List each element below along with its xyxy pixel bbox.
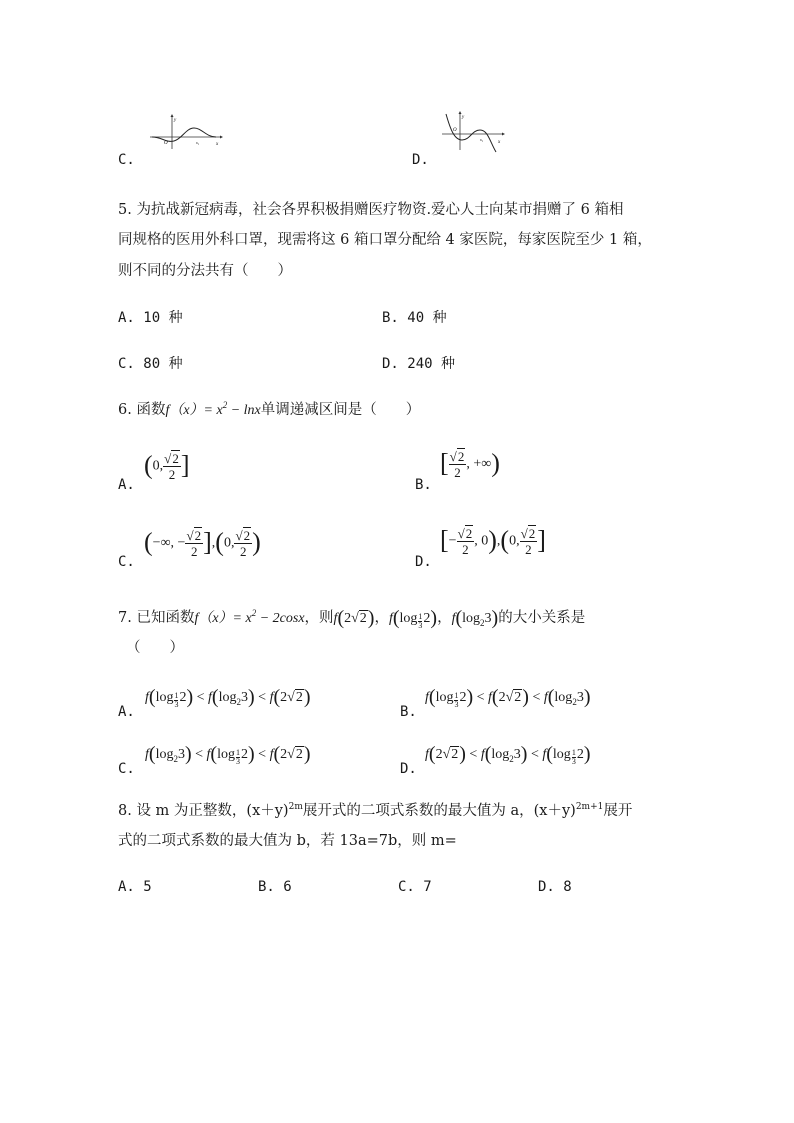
- q7-stem: 7. 已知函数$f(x)= x^2 - 2\cos x$，则f(2√2)，f(log $\frac{1}{3}$ 2)，$f(\log_23)$的大小关系是: [118, 607, 586, 630]
- q6-option-b-math: [ $\frac{√2}{2}$ , +∞): [440, 448, 500, 480]
- q7-term-f-log2-3: $f(\log_23)$: [451, 607, 499, 629]
- q4-option-c-graph: [148, 113, 224, 151]
- q8-stem-line1: 8. 设 m 为正整数，$(x+y)^{2m}$展开式的二项式系数的最大值为 a，$(x+y)^{2m+1}$展开: [118, 802, 633, 819]
- q4-option-d-graph: [440, 110, 506, 154]
- q6-suffix: 单调递减区间是（ ）: [260, 402, 421, 418]
- q5-option-b: B. 40 种: [382, 310, 447, 326]
- q6-option-c-math: (−∞, − $\frac{√2}{2}$ ],(0, $\frac{√2}{2}$ ): [144, 527, 261, 559]
- q8-stem-line2: 式的二项式系数的最大值为 b，若 13a=7b，则 m=: [118, 833, 457, 849]
- q7-answer-paren: （ ）: [126, 640, 184, 656]
- q7-function: $f(x)= x^2 - 2\cos x$: [194, 608, 305, 626]
- q6-option-d-math: [− $\frac{√2}{2}$ , 0),(0, $\frac{√2}{2}$ ]: [440, 525, 546, 557]
- q8-option-c: C. 7: [398, 879, 432, 895]
- q5-option-a: A. 10 种: [118, 310, 183, 326]
- y-label: y: [174, 118, 177, 123]
- x-label: x: [498, 140, 501, 145]
- q7-option-c-math: $f(\log_23) < f(\log$ $\frac{1}{3}$ 2) < f(2√2): [145, 743, 311, 766]
- q6-option-a-math: (0, $\frac{√2}{2}$ ]: [144, 450, 190, 482]
- q8-option-b: B. 6: [258, 879, 292, 895]
- q7-option-b-math: f(log $\frac{1}{3}$ $2) < f(2√2) < f(\log_23)$: [425, 686, 591, 709]
- q6-prefix: 6. 函数: [118, 402, 166, 418]
- q5-option-d: D. 240 种: [382, 356, 456, 372]
- q8-option-d: D. 8: [538, 879, 572, 895]
- q6-function: $f(x)= x^2 - \ln x$: [165, 400, 261, 418]
- q6-option-b-label: B.: [415, 477, 432, 493]
- curve: [446, 114, 496, 152]
- q7-term-f-2root2: f(2√2): [333, 607, 375, 629]
- q5-stem-line1: 5. 为抗战新冠病毒，社会各界积极捐赠医疗物资.爱心人士向某市捐赠了 6 箱相: [118, 202, 624, 218]
- q5-option-c: C. 80 种: [118, 356, 183, 372]
- q7-option-b-label: B.: [400, 704, 417, 720]
- q7-option-a-label: A.: [118, 704, 135, 720]
- x-label: x: [216, 142, 219, 147]
- q4-option-c-label: C.: [118, 152, 135, 168]
- q6-option-d-label: D.: [415, 554, 432, 570]
- q7-option-d-math: $f(2√2) < f(\log_23) < f(\log$ $\frac{1}{3}$ 2): [425, 743, 591, 766]
- q6-option-a-label: A.: [118, 477, 135, 493]
- q4-option-d-label: D.: [412, 152, 429, 168]
- q5-stem-line3: 则不同的分法共有（ ）: [118, 263, 292, 279]
- x1-label: x₁: [196, 140, 200, 145]
- x-axis-arrow: [502, 133, 505, 136]
- x-axis-arrow: [220, 136, 223, 139]
- q7-option-d-label: D.: [400, 761, 417, 777]
- q7-option-c-label: C.: [118, 761, 135, 777]
- q5-stem-line2: 同规格的医用外科口罩，现需将这 6 箱口罩分配给 4 家医院，每家医院至少 1 箱，: [118, 232, 652, 248]
- y-axis-arrow: [459, 111, 462, 114]
- q7-suffix: 的大小关系是: [498, 610, 586, 626]
- curve: [152, 128, 216, 141]
- q7-term-f-log13-2: f(log $\frac{1}{3}$ 2): [388, 607, 438, 630]
- origin-label: O: [453, 128, 457, 133]
- x1-label: x₁: [480, 137, 484, 142]
- y-axis-arrow: [171, 114, 174, 117]
- origin-label: O: [164, 141, 168, 146]
- q6-stem: [118, 401, 420, 418]
- q6-option-c-label: C.: [118, 554, 135, 570]
- y-label: y: [462, 115, 465, 120]
- q7-option-a-math: f(log $\frac{1}{3}$ $2) < f(\log_23) < f(2√2)$: [145, 686, 311, 709]
- q7-mid: ，则: [304, 610, 334, 626]
- q8-option-a: A. 5: [118, 879, 152, 895]
- q7-prefix: 7. 已知函数: [118, 610, 195, 626]
